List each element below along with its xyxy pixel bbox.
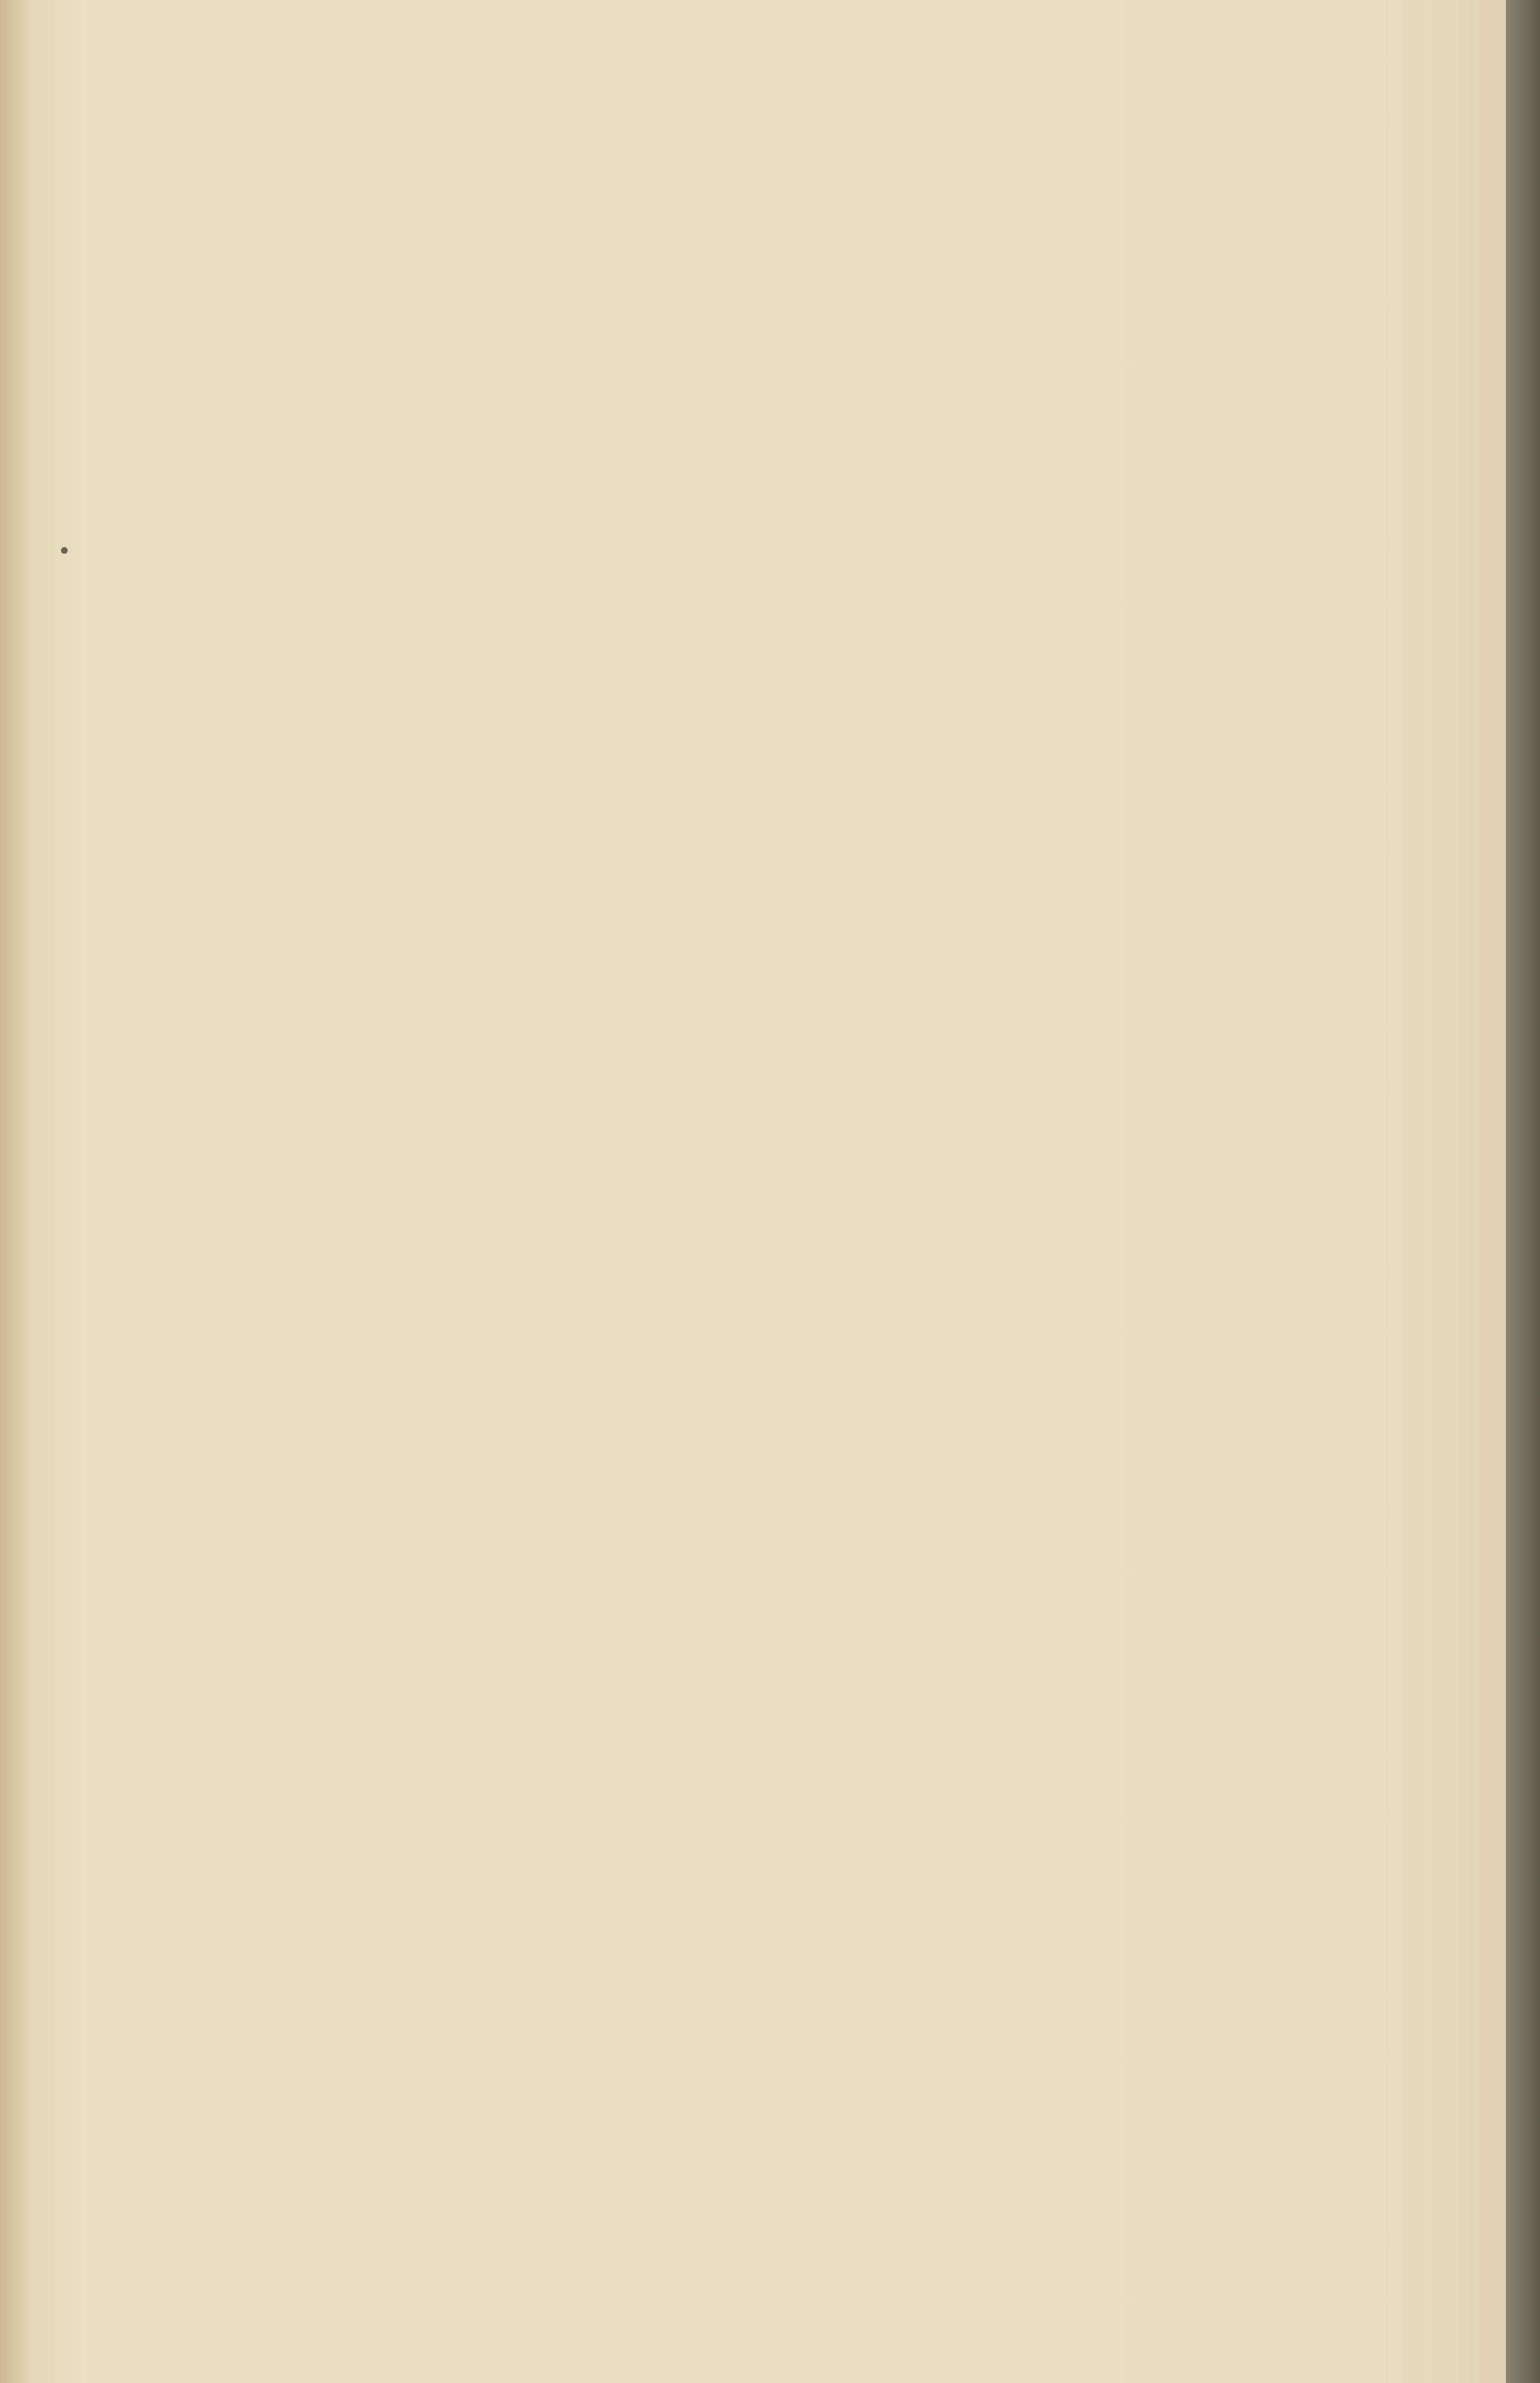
- punch-mark: [61, 547, 68, 554]
- page-edge: [1506, 0, 1540, 2383]
